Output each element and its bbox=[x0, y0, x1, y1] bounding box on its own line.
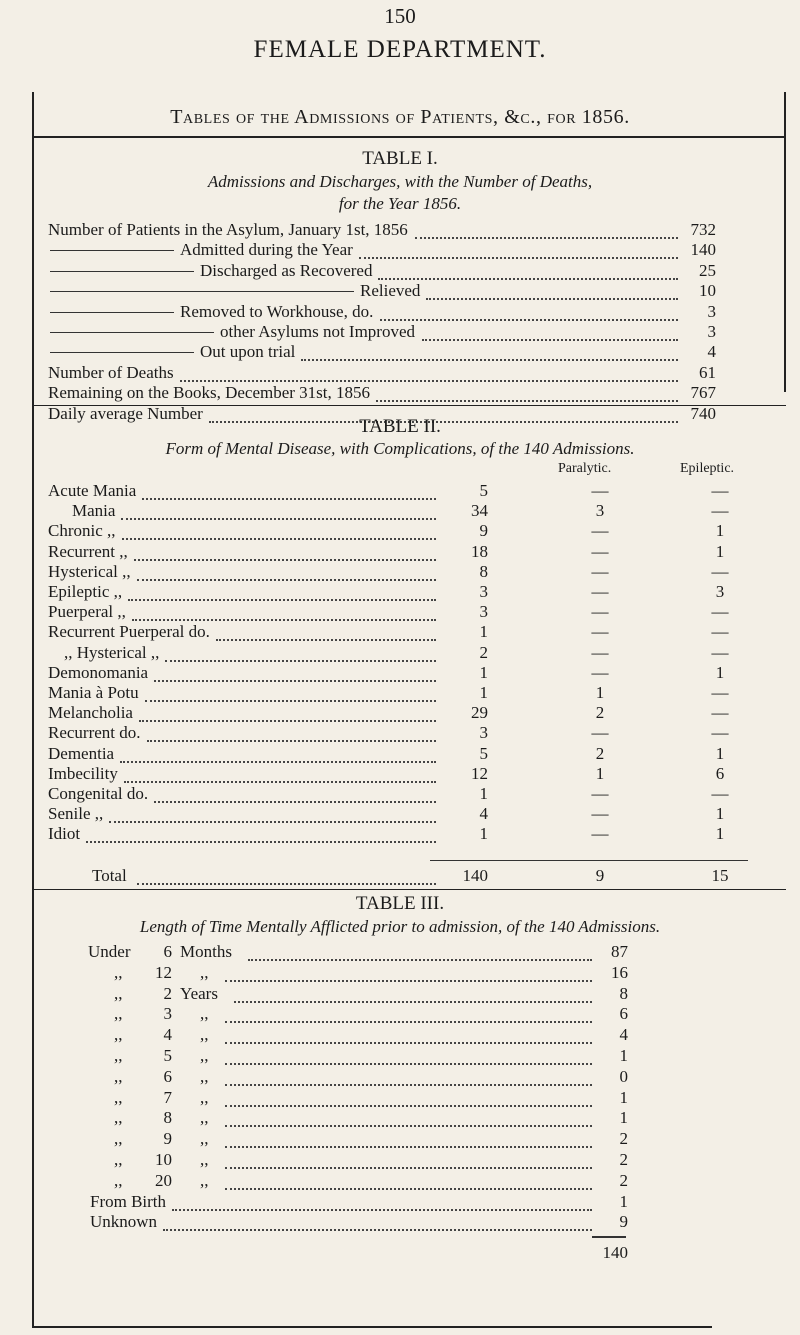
table2-row bbox=[0, 682, 800, 704]
table3-row-value: 4 bbox=[619, 1025, 628, 1045]
table2-row-paralytic: 1 bbox=[595, 683, 605, 702]
table2-row-epileptic: 1 bbox=[715, 824, 725, 844]
table1-row-label: Relieved bbox=[360, 281, 421, 301]
table3-row-num: 5 bbox=[163, 1046, 172, 1065]
table3-row-value: 9 bbox=[619, 1212, 628, 1232]
table2-row-label: Demonomania bbox=[48, 662, 149, 682]
table3-leader bbox=[248, 945, 592, 961]
table3-row-unit: ,, bbox=[200, 1066, 209, 1086]
table3-leader bbox=[225, 1132, 593, 1148]
table2-leader bbox=[137, 565, 436, 581]
table2-leader bbox=[109, 807, 436, 823]
table2-row bbox=[0, 561, 800, 583]
table2-total-epileptic: 15 bbox=[711, 866, 729, 885]
table2-leader bbox=[121, 504, 436, 520]
table1-row-label: Admitted during the Year bbox=[180, 240, 353, 260]
table2-row-paralytic: — bbox=[591, 561, 609, 581]
table3-row-value: 1 bbox=[619, 1087, 628, 1107]
table3-row-value: 6 bbox=[619, 1004, 628, 1024]
table1-row-value: 4 bbox=[707, 342, 716, 362]
table3-row-unit: ,, bbox=[200, 1004, 209, 1024]
table2-row-total: 1 bbox=[479, 683, 488, 702]
table2-row-paralytic: — bbox=[591, 582, 609, 601]
table1-row-value: 3 bbox=[707, 322, 716, 341]
table1-row bbox=[0, 239, 800, 261]
table2-row-label: Acute Mania bbox=[48, 481, 137, 500]
table3-row bbox=[0, 1170, 800, 1192]
table2-row-total: 4 bbox=[479, 804, 488, 824]
table2-row-label: Puerperal ,, bbox=[48, 602, 126, 622]
table2-row bbox=[0, 541, 800, 563]
table3-row-value: 16 bbox=[611, 962, 628, 982]
table1-row bbox=[0, 260, 800, 282]
table2-row bbox=[0, 743, 800, 765]
table1-ditto-rule bbox=[50, 332, 214, 333]
table2-row-total: 5 bbox=[479, 743, 488, 763]
table3-row bbox=[0, 1045, 800, 1067]
table2-row-label: Dementia bbox=[48, 743, 115, 763]
table3-row-prefix: From Birth bbox=[90, 1191, 167, 1211]
table3-row-unit: ,, bbox=[200, 1025, 209, 1045]
table1-row bbox=[0, 301, 800, 323]
table3-row-unit: ,, bbox=[200, 1087, 209, 1107]
table1-leader bbox=[422, 325, 678, 341]
table3-row-num: 7 bbox=[163, 1087, 172, 1107]
table1-row-label: Remaining on the Books, December 31st, 1856 bbox=[48, 383, 371, 403]
table2-row-epileptic: — bbox=[711, 602, 729, 622]
table2-row-epileptic: 1 bbox=[715, 541, 725, 561]
table2-row-epileptic: — bbox=[711, 784, 729, 803]
table2-row bbox=[0, 662, 800, 684]
table3-row-prefix: ,, bbox=[114, 1025, 123, 1045]
table3-row bbox=[0, 1066, 800, 1088]
table3-row-prefix: ,, bbox=[114, 962, 123, 982]
table2-row-label: ,, Hysterical ,, bbox=[64, 642, 160, 662]
table1-row-label: Number of Patients in the Asylum, January 1st, 1856 bbox=[48, 220, 408, 239]
table2-row-epileptic: — bbox=[711, 723, 729, 743]
table2-row-label: Recurrent Puerperal do. bbox=[48, 622, 210, 642]
table3-row-unit: ,, bbox=[200, 1170, 209, 1190]
table3-row-num: 8 bbox=[163, 1108, 172, 1128]
table1-ditto-rule bbox=[50, 291, 354, 292]
table2-row-label: Hysterical ,, bbox=[48, 561, 131, 581]
table1-leader bbox=[180, 366, 678, 382]
table2-row-total: 8 bbox=[479, 561, 488, 581]
table2-row-paralytic: 2 bbox=[595, 743, 605, 763]
table1-leader bbox=[380, 305, 678, 321]
table3-row bbox=[0, 1003, 800, 1025]
table1-row bbox=[0, 280, 800, 302]
table2-row-epileptic: 6 bbox=[715, 763, 725, 783]
table3-total-value: 140 bbox=[602, 1243, 628, 1262]
table3-subtitle: Length of Time Mentally Afflicted prior to admission, of the 140 Admissions. bbox=[139, 917, 661, 936]
table2-leader bbox=[120, 747, 436, 763]
table3-row-prefix: ,, bbox=[114, 1004, 123, 1024]
table2-row-total: 18 bbox=[471, 541, 488, 561]
table1-row-label: Out upon trial bbox=[200, 342, 296, 362]
table2-leader bbox=[124, 767, 436, 783]
table1-ditto-rule bbox=[50, 250, 174, 251]
col-header-paralytic: Paralytic. bbox=[558, 461, 612, 476]
table2-row-epileptic: — bbox=[711, 642, 729, 662]
table2-row-epileptic: — bbox=[711, 703, 729, 723]
table1-row bbox=[0, 362, 800, 384]
table2-row-total: 3 bbox=[479, 723, 488, 743]
table3-row bbox=[0, 962, 800, 984]
table2-row-paralytic: — bbox=[591, 784, 609, 803]
table1-row-value: 61 bbox=[699, 362, 716, 382]
table2-row-paralytic: — bbox=[591, 804, 609, 824]
table3-row-unit: ,, bbox=[200, 1046, 209, 1065]
table3-row bbox=[0, 1024, 800, 1046]
table3-row-num: 12 bbox=[155, 962, 172, 982]
table1-ditto-rule bbox=[50, 352, 194, 353]
table2-row-total: 2 bbox=[479, 642, 488, 662]
table3-row-value: 2 bbox=[619, 1129, 628, 1149]
table2-row bbox=[0, 702, 800, 724]
table2-row-label: Melancholia bbox=[48, 703, 133, 723]
table3-row-prefix: ,, bbox=[114, 1066, 123, 1086]
department-title: FEMALE DEPARTMENT. bbox=[253, 36, 547, 63]
table1-leader bbox=[426, 284, 678, 300]
table2-row-label: Chronic ,, bbox=[48, 521, 116, 541]
table2-row-paralytic: — bbox=[591, 541, 609, 561]
table3-row-value: 2 bbox=[619, 1170, 628, 1190]
page-bottom-rule bbox=[32, 1326, 712, 1328]
table2-row-total: 34 bbox=[471, 501, 488, 521]
table1-leader bbox=[376, 386, 678, 402]
table2-row-epileptic: — bbox=[711, 501, 729, 521]
table3-leader bbox=[225, 1049, 593, 1065]
table2-row-paralytic: — bbox=[591, 824, 609, 844]
table3-row-num: 6 bbox=[163, 942, 172, 961]
table2-row-epileptic: 1 bbox=[715, 662, 725, 682]
table2-row-label: Idiot bbox=[48, 824, 81, 844]
table3-row-value: 87 bbox=[611, 942, 628, 961]
table3-title: TABLE III. bbox=[355, 893, 445, 914]
table2-row-paralytic: — bbox=[591, 622, 609, 642]
table2-row-total: 1 bbox=[479, 662, 488, 682]
table2-leader bbox=[132, 605, 436, 621]
table2-row bbox=[0, 783, 800, 805]
table3-leader bbox=[225, 1111, 593, 1127]
table3-row-num: 6 bbox=[163, 1066, 172, 1086]
table2-row-epileptic: — bbox=[711, 561, 729, 581]
table2-row bbox=[0, 621, 800, 643]
table1-row bbox=[0, 219, 800, 241]
table2-row bbox=[0, 642, 800, 664]
table2-row bbox=[0, 581, 800, 603]
table3-row-unit: ,, bbox=[200, 1150, 209, 1169]
table2-row-label: Recurrent do. bbox=[48, 723, 141, 743]
table1-ditto-rule bbox=[50, 271, 194, 272]
table1-leader bbox=[378, 264, 678, 280]
table3-row-prefix: Under bbox=[88, 942, 131, 961]
table2-row-total: 12 bbox=[471, 763, 488, 783]
table2-row bbox=[0, 722, 800, 744]
table1-row bbox=[0, 321, 800, 343]
table2-row-total: 1 bbox=[479, 622, 488, 642]
table2-row-total: 1 bbox=[479, 784, 488, 803]
table3-row-value: 1 bbox=[619, 1046, 628, 1065]
table3-leader bbox=[225, 1091, 593, 1107]
table1-leader bbox=[359, 243, 678, 259]
table3-row-num: 4 bbox=[163, 1025, 172, 1045]
table3-leader bbox=[225, 1174, 593, 1190]
table2-leader bbox=[122, 524, 436, 540]
table3-leader bbox=[234, 987, 592, 1003]
table2-row-total: 1 bbox=[479, 824, 488, 844]
table2-row-label: Imbecility bbox=[48, 763, 118, 783]
table2-row-label: Epileptic ,, bbox=[48, 582, 123, 601]
table1-row-value: 732 bbox=[690, 220, 716, 239]
table3-row-unit: Months bbox=[180, 942, 232, 961]
table2-row-label: Recurrent ,, bbox=[48, 541, 128, 561]
table3-row-unit: ,, bbox=[200, 1129, 209, 1149]
table3-leader bbox=[225, 1007, 593, 1023]
table2-leader bbox=[142, 484, 436, 500]
table2-leader bbox=[139, 706, 436, 722]
table3-row bbox=[0, 1087, 800, 1109]
table3-row-prefix: ,, bbox=[114, 1129, 123, 1149]
table3-row-unit: ,, bbox=[200, 962, 209, 982]
table1-row-label: Daily average Number bbox=[48, 403, 203, 423]
table1-title: TABLE I. bbox=[362, 148, 438, 169]
table3-row bbox=[0, 1191, 800, 1213]
table3-row-prefix: ,, bbox=[114, 1170, 123, 1190]
table2-row bbox=[0, 763, 800, 785]
table2-row-paralytic: 2 bbox=[595, 703, 605, 723]
table3-row-num: 9 bbox=[163, 1129, 172, 1149]
table2-total-row bbox=[0, 865, 800, 887]
col-header-epileptic: Epileptic. bbox=[680, 461, 735, 476]
table3-row bbox=[0, 941, 800, 963]
table2-leader bbox=[154, 787, 436, 803]
table2-row-paralytic: — bbox=[591, 723, 609, 743]
table3-leader bbox=[225, 1153, 593, 1169]
table2-total-value: 140 bbox=[462, 866, 488, 885]
table2-row-paralytic: — bbox=[591, 662, 609, 682]
table2-total-leader bbox=[137, 869, 436, 885]
table2-row-paralytic: — bbox=[591, 481, 609, 500]
table2-row-epileptic: — bbox=[711, 683, 729, 702]
table1-row-label: other Asylums not Improved bbox=[220, 322, 416, 341]
table2-row bbox=[0, 823, 800, 845]
table2-row bbox=[0, 803, 800, 825]
table3-row bbox=[0, 1211, 800, 1233]
table1-row-value: 767 bbox=[690, 383, 716, 403]
table2-leader bbox=[216, 625, 436, 641]
table3-row-prefix: ,, bbox=[114, 983, 123, 1003]
table3-row-value: 0 bbox=[619, 1066, 628, 1086]
table3-row-value: 8 bbox=[619, 983, 628, 1003]
table2-row-total: 3 bbox=[479, 602, 488, 622]
table3-row-num: 10 bbox=[155, 1150, 172, 1169]
table2-total-rule bbox=[430, 860, 748, 861]
table2-row-epileptic: 1 bbox=[715, 804, 725, 824]
table3-leader bbox=[163, 1215, 592, 1231]
table3-leader bbox=[225, 1028, 593, 1044]
table3-row-prefix: ,, bbox=[114, 1087, 123, 1107]
table1-row-label: Removed to Workhouse, do. bbox=[180, 301, 374, 321]
table2-row-label: Senile ,, bbox=[48, 804, 104, 824]
table2-row-paralytic: — bbox=[591, 642, 609, 662]
table2-row bbox=[0, 520, 800, 542]
table2-row bbox=[0, 601, 800, 623]
table3-row-prefix: ,, bbox=[114, 1046, 123, 1065]
table3-row-unit: Years bbox=[180, 983, 218, 1003]
table2-row-label: Mania bbox=[72, 501, 116, 521]
table1-row bbox=[0, 382, 800, 404]
table1-row-value: 25 bbox=[699, 260, 716, 280]
table2-row-label: Congenital do. bbox=[48, 784, 149, 803]
table1-ditto-rule bbox=[50, 312, 174, 313]
table3-row-prefix: ,, bbox=[114, 1150, 123, 1169]
table2-row-epileptic: 1 bbox=[715, 743, 725, 763]
table2-row-total: 9 bbox=[479, 521, 488, 541]
table1-leader bbox=[415, 223, 678, 239]
table3-row bbox=[0, 1107, 800, 1129]
table3-row-value: 2 bbox=[619, 1150, 628, 1169]
table3-row-num: 3 bbox=[163, 1004, 172, 1024]
table2-row-paralytic: — bbox=[591, 521, 609, 541]
table2-row-epileptic: 3 bbox=[715, 582, 725, 601]
table3-row-prefix: Unknown bbox=[90, 1212, 158, 1232]
table2-total-paralytic: 9 bbox=[595, 866, 605, 885]
table2-total-label: Total bbox=[92, 866, 127, 885]
table1-subtitle-2: for the Year 1856. bbox=[338, 194, 462, 213]
table1-row-label: Discharged as Recovered bbox=[200, 260, 373, 280]
table2-row bbox=[0, 500, 800, 522]
table2-leader bbox=[147, 726, 436, 742]
table2-row-label: Mania à Potu bbox=[48, 683, 139, 702]
table2-row-total: 3 bbox=[479, 582, 488, 601]
table3-row-num: 20 bbox=[155, 1170, 172, 1190]
table3-total-rule bbox=[592, 1236, 626, 1238]
table2-row-total: 5 bbox=[479, 481, 488, 500]
table3-row-num: 2 bbox=[163, 983, 172, 1003]
table2-subtitle: Form of Mental Disease, with Complications, of the 140 Admissions. bbox=[165, 439, 635, 458]
table2-row-epileptic: — bbox=[711, 481, 729, 500]
table2-leader bbox=[128, 585, 436, 601]
table1-row bbox=[0, 341, 800, 363]
table2-row-epileptic: — bbox=[711, 622, 729, 642]
table3-row bbox=[0, 1149, 800, 1171]
table3-row bbox=[0, 1128, 800, 1150]
table2-leader bbox=[86, 827, 436, 843]
table2-leader bbox=[165, 646, 436, 662]
heading-bottom-rule bbox=[32, 136, 786, 138]
table2-row-epileptic: 1 bbox=[715, 521, 725, 541]
table3-row-prefix: ,, bbox=[114, 1108, 123, 1128]
page-number: 150 bbox=[384, 4, 416, 28]
table1-row-value: 740 bbox=[690, 403, 716, 423]
table2-leader bbox=[154, 666, 436, 682]
table2-row-paralytic: 1 bbox=[595, 763, 605, 783]
table2-row bbox=[0, 480, 800, 502]
table2-row-total: 29 bbox=[471, 703, 488, 723]
table2-row-paralytic: — bbox=[591, 602, 609, 622]
table3-leader bbox=[225, 966, 593, 982]
table3-row-value: 1 bbox=[619, 1108, 628, 1128]
table1-leader bbox=[301, 345, 678, 361]
table2-leader bbox=[134, 545, 436, 561]
table2-row-paralytic: 3 bbox=[595, 501, 605, 521]
table1-row-value: 10 bbox=[699, 281, 716, 301]
table3-leader bbox=[172, 1195, 592, 1211]
table3-row bbox=[0, 983, 800, 1005]
table2-leader bbox=[145, 686, 436, 702]
table1-row-value: 3 bbox=[707, 301, 716, 321]
table2-bottom-rule bbox=[32, 889, 786, 890]
table1-subtitle-1: Admissions and Discharges, with the Number of Deaths, bbox=[207, 172, 593, 191]
table1-row-label: Number of Deaths bbox=[48, 362, 174, 382]
table2-title: TABLE II. bbox=[359, 416, 441, 437]
table3-row-unit: ,, bbox=[200, 1108, 209, 1128]
table1-row-value: 140 bbox=[690, 240, 716, 260]
table3-leader bbox=[225, 1070, 593, 1086]
tables-heading: Tables of the Admissions of Patients, &c., for 1856. bbox=[170, 106, 630, 128]
table3-row-value: 1 bbox=[619, 1191, 628, 1211]
